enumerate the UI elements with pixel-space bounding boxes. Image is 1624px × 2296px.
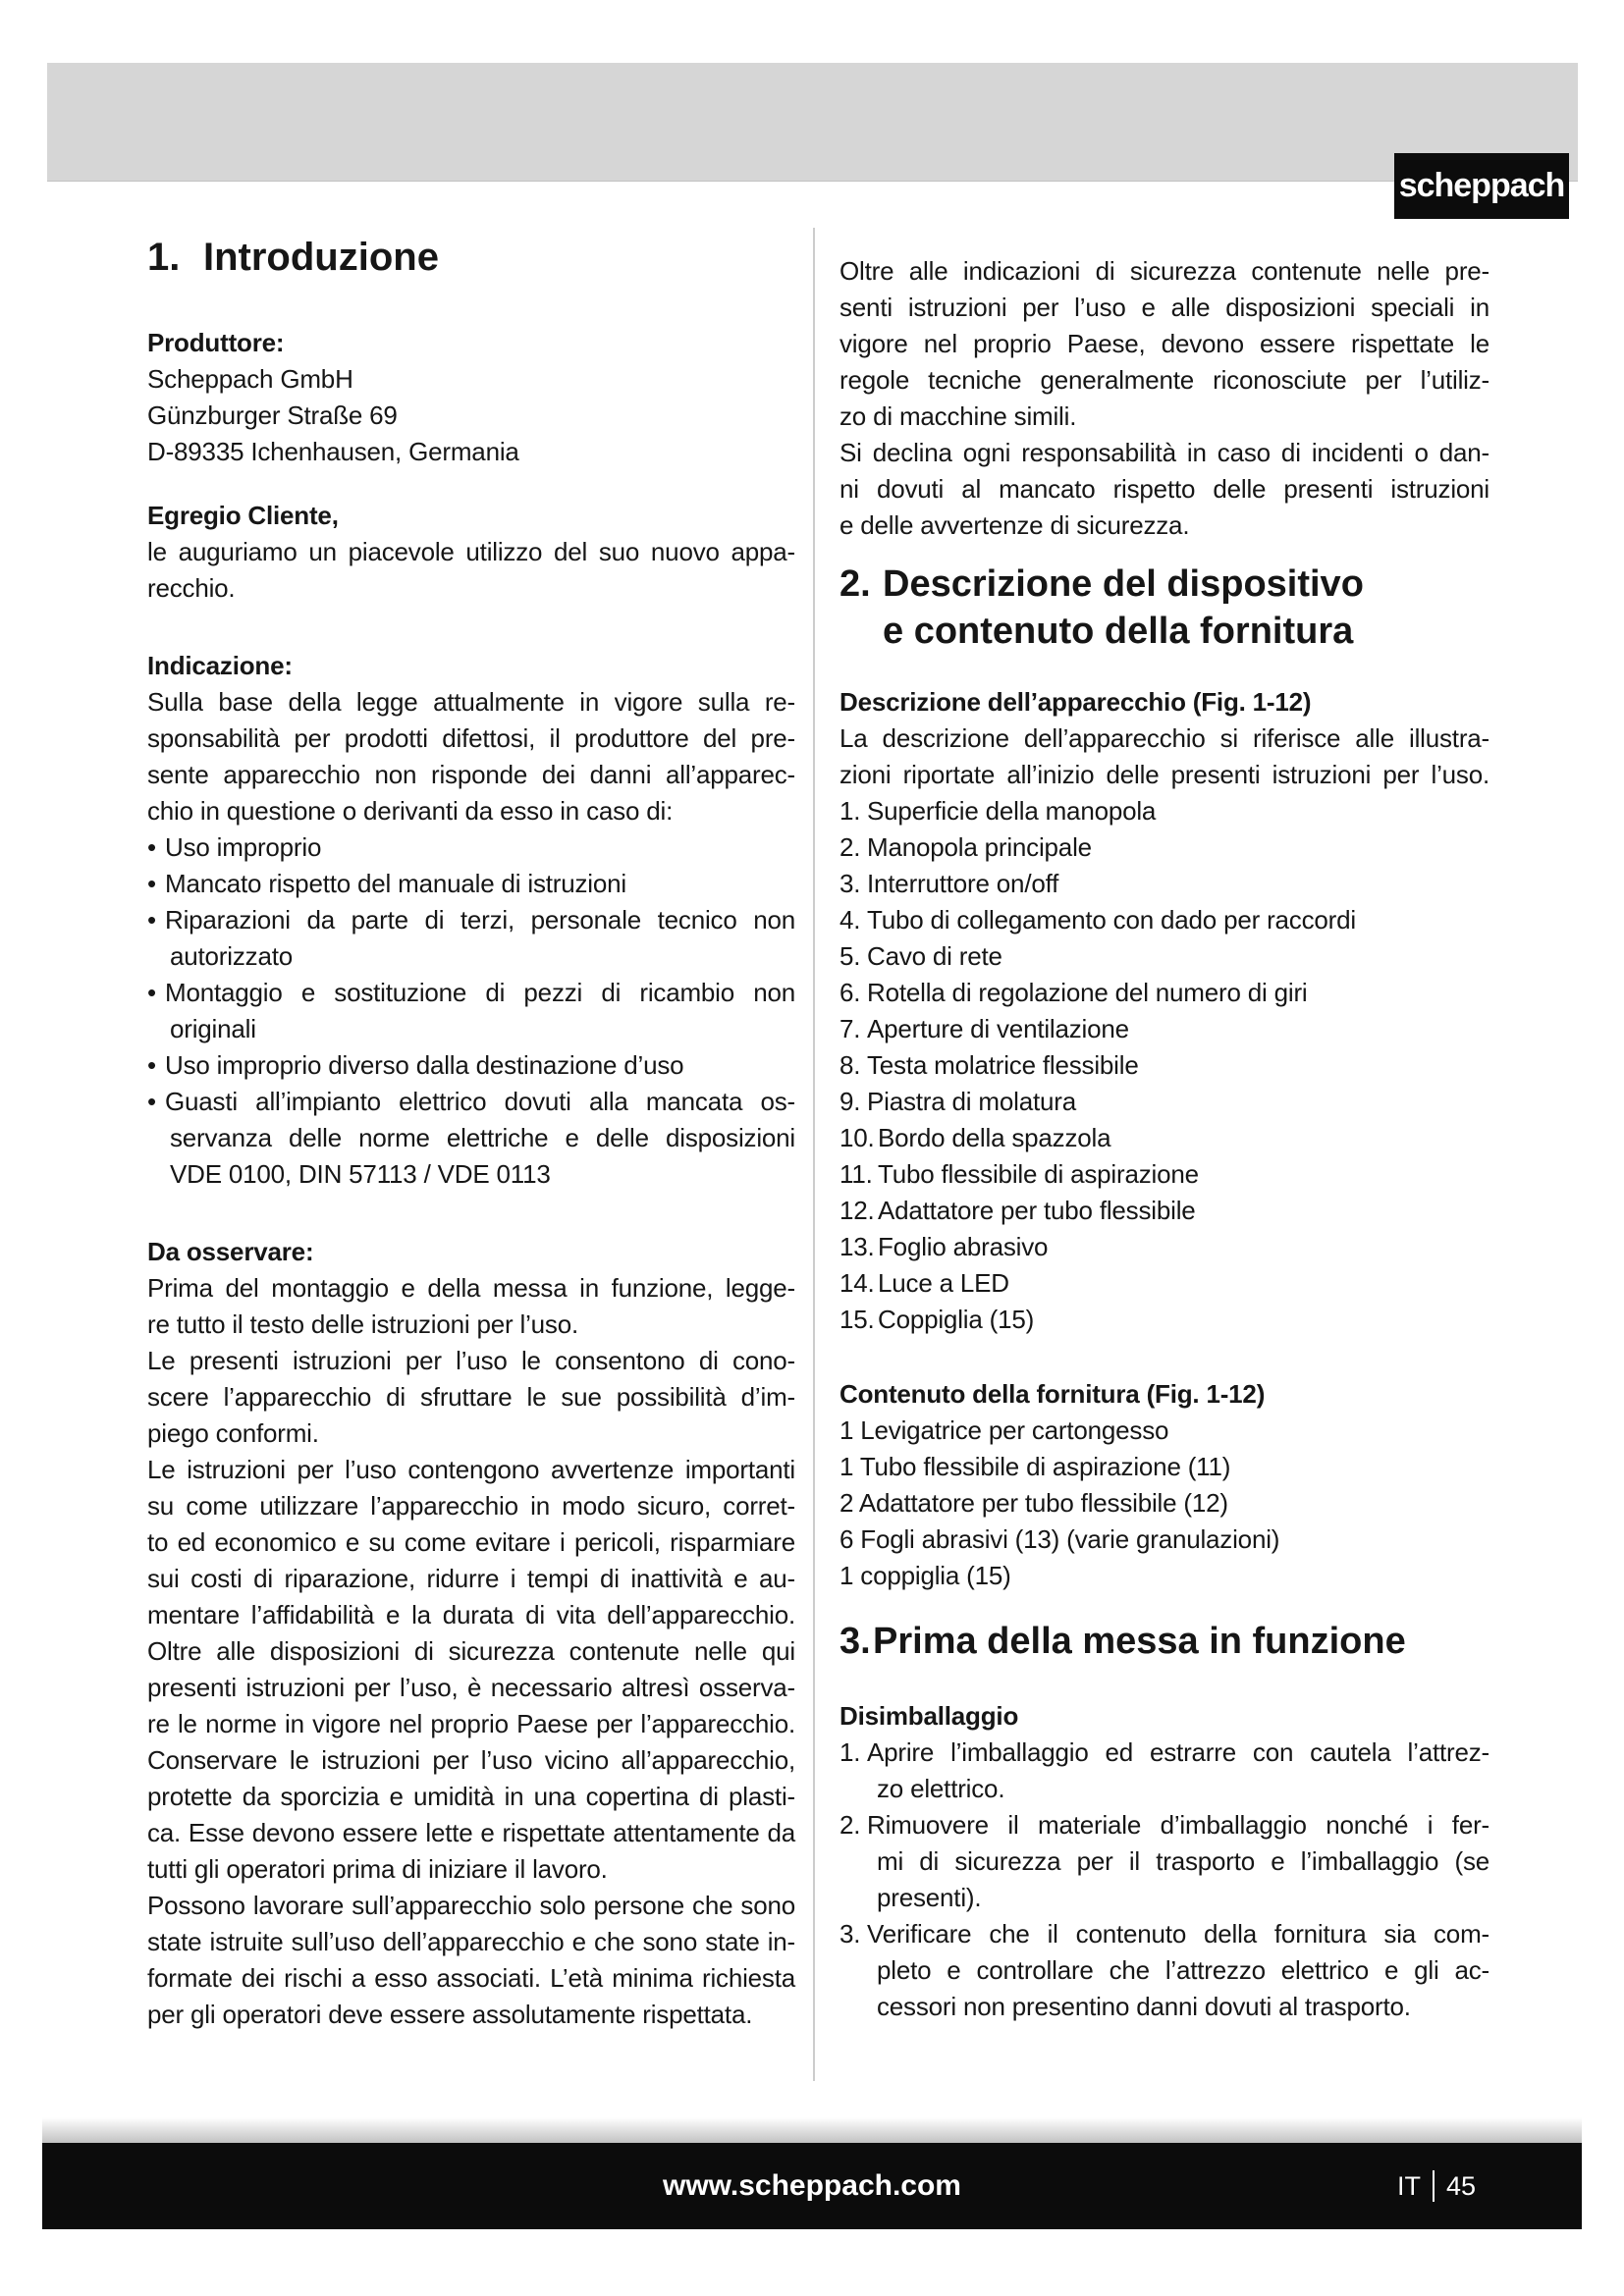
text-line: Le presenti istruzioni per l’uso le consentono di cono- bbox=[147, 1346, 795, 1375]
list-item bbox=[839, 1084, 1489, 1120]
item-number: 15. bbox=[839, 1305, 875, 1334]
item-number: 2. bbox=[839, 563, 871, 605]
item-text: Guasti all’impianto elettrico dovuti alla mancata os- bbox=[165, 1087, 795, 1116]
text-line: Si declina ogni responsabilità in caso di incidenti o dan- bbox=[839, 438, 1489, 467]
bullet-marker: • bbox=[147, 978, 156, 1007]
list-item bbox=[839, 1193, 1489, 1229]
footer-bar bbox=[42, 2143, 1582, 2229]
item-text: Prima della messa in funzione bbox=[873, 1621, 1406, 1662]
section-2-heading: e contenuto della fornitura bbox=[883, 611, 1354, 652]
text-line: vigore nel proprio Paese, devono essere rispettate le bbox=[839, 329, 1489, 358]
text-line: zo di macchine simili. bbox=[839, 401, 1077, 431]
text-line: piego conformi. bbox=[147, 1418, 319, 1448]
list-item bbox=[147, 866, 795, 902]
text-line: ni dovuti al mancato rispetto delle presenti istruzioni bbox=[839, 474, 1489, 504]
text-line: zioni riportate all’inizio delle presenti istruzioni per l’uso. bbox=[839, 760, 1489, 789]
item-text: Introduzione bbox=[203, 236, 439, 279]
list-item bbox=[839, 1156, 1489, 1193]
text-line: 1 Levigatrice per cartongesso bbox=[839, 1415, 1169, 1445]
text-line: senti istruzioni per l’uso e alle disposizioni speciali in bbox=[839, 293, 1489, 322]
item-number: 3. bbox=[839, 1919, 861, 1949]
text-line: cessori non presentino danni dovuti al trasporto. bbox=[877, 1992, 1411, 2021]
text-line: sponsabilità per prodotti difettosi, il produttore del pre- bbox=[147, 723, 795, 753]
text-line: Prima del montaggio e della messa in funzione, legge- bbox=[147, 1273, 795, 1303]
item-number: 5. bbox=[839, 941, 861, 971]
item-text: Cavo di rete bbox=[867, 941, 1002, 971]
bullet-marker: • bbox=[147, 832, 156, 862]
text-line: su come utilizzare l’apparecchio in modo sicuro, corret- bbox=[147, 1491, 795, 1521]
list-item bbox=[147, 1084, 795, 1120]
list-item bbox=[839, 938, 1489, 975]
text-line: per gli operatori deve essere assolutamente rispettata. bbox=[147, 2000, 753, 2029]
item-number: 11. bbox=[839, 1159, 873, 1189]
item-number: 13. bbox=[839, 1232, 875, 1261]
section-1-heading bbox=[147, 234, 795, 281]
text-line: Scheppach GmbH bbox=[147, 364, 353, 394]
list-item bbox=[839, 793, 1489, 829]
text-line: Conservare le istruzioni per l’uso vicino all’apparecchio, bbox=[147, 1745, 795, 1775]
list-item bbox=[839, 1120, 1489, 1156]
list-item bbox=[839, 1265, 1489, 1302]
item-number: 14. bbox=[839, 1268, 875, 1298]
item-text: Manopola principale bbox=[867, 832, 1092, 862]
text-line: Le istruzioni per l’uso contengono avvertenze importanti bbox=[147, 1455, 795, 1484]
text-line: Günzburger Straße 69 bbox=[147, 400, 398, 430]
footer-page-number: 45 bbox=[1445, 2170, 1476, 2201]
subheading: Indicazione: bbox=[147, 651, 293, 680]
footer-website: www.scheppach.com bbox=[663, 2169, 961, 2202]
text-line: mentare l’affidabilità e la durata di vita dell’apparecchio. bbox=[147, 1600, 795, 1629]
scheppach-logo: scheppach bbox=[1394, 153, 1569, 219]
item-text: Rimuovere il materiale d’imballaggio nonché i fer- bbox=[867, 1810, 1489, 1840]
subheading: Disimballaggio bbox=[839, 1701, 1019, 1731]
item-text: Montaggio e sostituzione di pezzi di ricambio non bbox=[165, 978, 795, 1007]
item-text: Aprire l’imballaggio ed estrarre con cautela l’attrez- bbox=[867, 1737, 1489, 1767]
text-line: originali bbox=[170, 1014, 256, 1043]
text-line: formate dei rischi a esso associati. L’età minima richiesta bbox=[147, 1963, 795, 1993]
text-line: Oltre alle disposizioni di sicurezza contenute nelle qui bbox=[147, 1636, 795, 1666]
text-line: autorizzato bbox=[170, 941, 293, 971]
subheading: Egregio Cliente, bbox=[147, 501, 339, 530]
item-number: 3. bbox=[839, 869, 861, 898]
text-line: Sulla base della legge attualmente in vigore sulla re- bbox=[147, 687, 795, 717]
text-line: servanza delle norme elettriche e delle disposizioni bbox=[170, 1123, 795, 1152]
list-item bbox=[839, 1916, 1489, 1952]
list-item bbox=[839, 1229, 1489, 1265]
item-text: Foglio abrasivo bbox=[878, 1232, 1049, 1261]
list-item bbox=[839, 829, 1489, 866]
text-line: 1 Tubo flessibile di aspirazione (11) bbox=[839, 1452, 1231, 1481]
text-line: le auguriamo un piacevole utilizzo del suo nuovo appa- bbox=[147, 537, 795, 566]
list-item bbox=[147, 829, 795, 866]
bullet-marker: • bbox=[147, 905, 156, 934]
left-column bbox=[147, 234, 795, 2033]
footer-shadow-strip bbox=[42, 2117, 1582, 2143]
subheading: Descrizione dell’apparecchio (Fig. 1-12) bbox=[839, 687, 1312, 717]
text-line: zo elettrico. bbox=[877, 1774, 1005, 1803]
text-line: scere l’apparecchio di sfruttare le sue possibilità d’im- bbox=[147, 1382, 795, 1412]
text-line: mi di sicurezza per il trasporto e l’imballaggio (se bbox=[877, 1846, 1489, 1876]
footer-language-label: IT bbox=[1396, 2170, 1421, 2201]
item-text: Mancato rispetto del manuale di istruzioni bbox=[165, 869, 626, 898]
item-number: 6. bbox=[839, 978, 861, 1007]
text-line: e delle avvertenze di sicurezza. bbox=[839, 510, 1190, 540]
text-line: ca. Esse devono essere lette e rispettate attentamente da bbox=[147, 1818, 795, 1847]
text-line: VDE 0100, DIN 57113 / VDE 0113 bbox=[170, 1159, 551, 1189]
subheading: Da osservare: bbox=[147, 1237, 314, 1266]
text-line: regole tecniche generalmente riconosciute per l’utiliz- bbox=[839, 365, 1489, 395]
list-item bbox=[839, 866, 1489, 902]
item-text: Testa molatrice flessibile bbox=[867, 1050, 1139, 1080]
item-text: Luce a LED bbox=[878, 1268, 1009, 1298]
text-line: 6 Fogli abrasivi (13) (varie granulazioni) bbox=[839, 1524, 1280, 1554]
text-line: re le norme in vigore nel proprio Paese per l’apparecchio. bbox=[147, 1709, 795, 1738]
column-divider bbox=[813, 228, 815, 2081]
list-item bbox=[839, 1807, 1489, 1843]
list-item bbox=[839, 1047, 1489, 1084]
item-text: Descrizione del dispositivo bbox=[883, 563, 1364, 605]
list-item bbox=[839, 1011, 1489, 1047]
bullet-marker: • bbox=[147, 1087, 156, 1116]
text-line: 1 coppiglia (15) bbox=[839, 1561, 1011, 1590]
item-number: 8. bbox=[839, 1050, 861, 1080]
text-line: Oltre alle indicazioni di sicurezza contenute nelle pre- bbox=[839, 256, 1489, 286]
item-text: Interruttore on/off bbox=[867, 869, 1059, 898]
text-line: presenti). bbox=[877, 1883, 982, 1912]
text-line: D-89335 Ichenhausen, Germania bbox=[147, 437, 519, 466]
list-item bbox=[147, 1047, 795, 1084]
text-line: re tutto il testo delle istruzioni per l’uso. bbox=[147, 1309, 578, 1339]
subheading: Produttore: bbox=[147, 328, 285, 357]
item-number: 7. bbox=[839, 1014, 861, 1043]
item-number: 3. bbox=[839, 1621, 871, 1662]
item-text: Adattatore per tubo flessibile bbox=[878, 1196, 1196, 1225]
text-line: to ed economico e su come evitare i pericoli, risparmiare bbox=[147, 1527, 795, 1557]
item-number: 2. bbox=[839, 832, 861, 862]
list-item bbox=[839, 902, 1489, 938]
header-band bbox=[47, 63, 1578, 204]
item-text: Bordo della spazzola bbox=[878, 1123, 1111, 1152]
item-text: Uso improprio diverso dalla destinazione d’uso bbox=[165, 1050, 684, 1080]
list-item bbox=[839, 975, 1489, 1011]
item-text: Coppiglia (15) bbox=[878, 1305, 1035, 1334]
bullet-marker: • bbox=[147, 869, 156, 898]
item-number: 1. bbox=[147, 236, 181, 279]
text-line: sente apparecchio non risponde dei danni all’apparec- bbox=[147, 760, 795, 789]
text-line: chio in questione o derivanti da esso in caso di: bbox=[147, 796, 674, 826]
list-item bbox=[147, 975, 795, 1011]
footer-page-indicator bbox=[1397, 2143, 1476, 2229]
subheading: Contenuto della fornitura (Fig. 1-12) bbox=[839, 1379, 1266, 1409]
item-number: 12. bbox=[839, 1196, 875, 1225]
item-text: Rotella di regolazione del numero di giri bbox=[867, 978, 1308, 1007]
item-number: 1. bbox=[839, 1737, 861, 1767]
text-line: 2 Adattatore per tubo flessibile (12) bbox=[839, 1488, 1228, 1518]
text-line: state istruite sull’uso dell’apparecchio e che sono state in- bbox=[147, 1927, 795, 1956]
item-text: Tubo flessibile di aspirazione bbox=[878, 1159, 1199, 1189]
item-text: Uso improprio bbox=[165, 832, 322, 862]
bullet-marker: • bbox=[147, 1050, 156, 1080]
item-text: Aperture di ventilazione bbox=[867, 1014, 1129, 1043]
text-line: tutti gli operatori prima di iniziare il lavoro. bbox=[147, 1854, 608, 1884]
item-text: Tubo di collegamento con dado per raccordi bbox=[867, 905, 1356, 934]
text-line: recchio. bbox=[147, 573, 236, 603]
item-text: Piastra di molatura bbox=[867, 1087, 1076, 1116]
text-line: presenti istruzioni per l’uso, è necessario altresì osserva- bbox=[147, 1673, 795, 1702]
item-number: 10. bbox=[839, 1123, 875, 1152]
text-line: sui costi di riparazione, ridurre i tempi di inattività e au- bbox=[147, 1564, 795, 1593]
item-number: 1. bbox=[839, 796, 861, 826]
list-item bbox=[839, 1735, 1489, 1771]
text-line: pleto e controllare che l’attrezzo elettrico e gli ac- bbox=[877, 1955, 1489, 1985]
text-line: La descrizione dell’apparecchio si riferisce alle illustra- bbox=[839, 723, 1489, 753]
section-3-heading bbox=[839, 1618, 1489, 1665]
item-text: Superficie della manopola bbox=[867, 796, 1157, 826]
item-text: Riparazioni da parte di terzi, personale tecnico non bbox=[165, 905, 795, 934]
item-number: 4. bbox=[839, 905, 861, 934]
list-item bbox=[839, 1302, 1489, 1338]
list-item bbox=[147, 902, 795, 938]
footer-separator bbox=[1433, 2170, 1435, 2202]
text-line: Possono lavorare sull’apparecchio solo persone che sono bbox=[147, 1891, 795, 1920]
right-column bbox=[839, 253, 1489, 2025]
item-number: 2. bbox=[839, 1810, 861, 1840]
item-number: 9. bbox=[839, 1087, 861, 1116]
section-2-heading bbox=[839, 561, 1489, 608]
text-line: protette da sporcizia e umidità in una copertina di plasti- bbox=[147, 1782, 795, 1811]
item-text: Verificare che il contenuto della fornitura sia com- bbox=[867, 1919, 1489, 1949]
